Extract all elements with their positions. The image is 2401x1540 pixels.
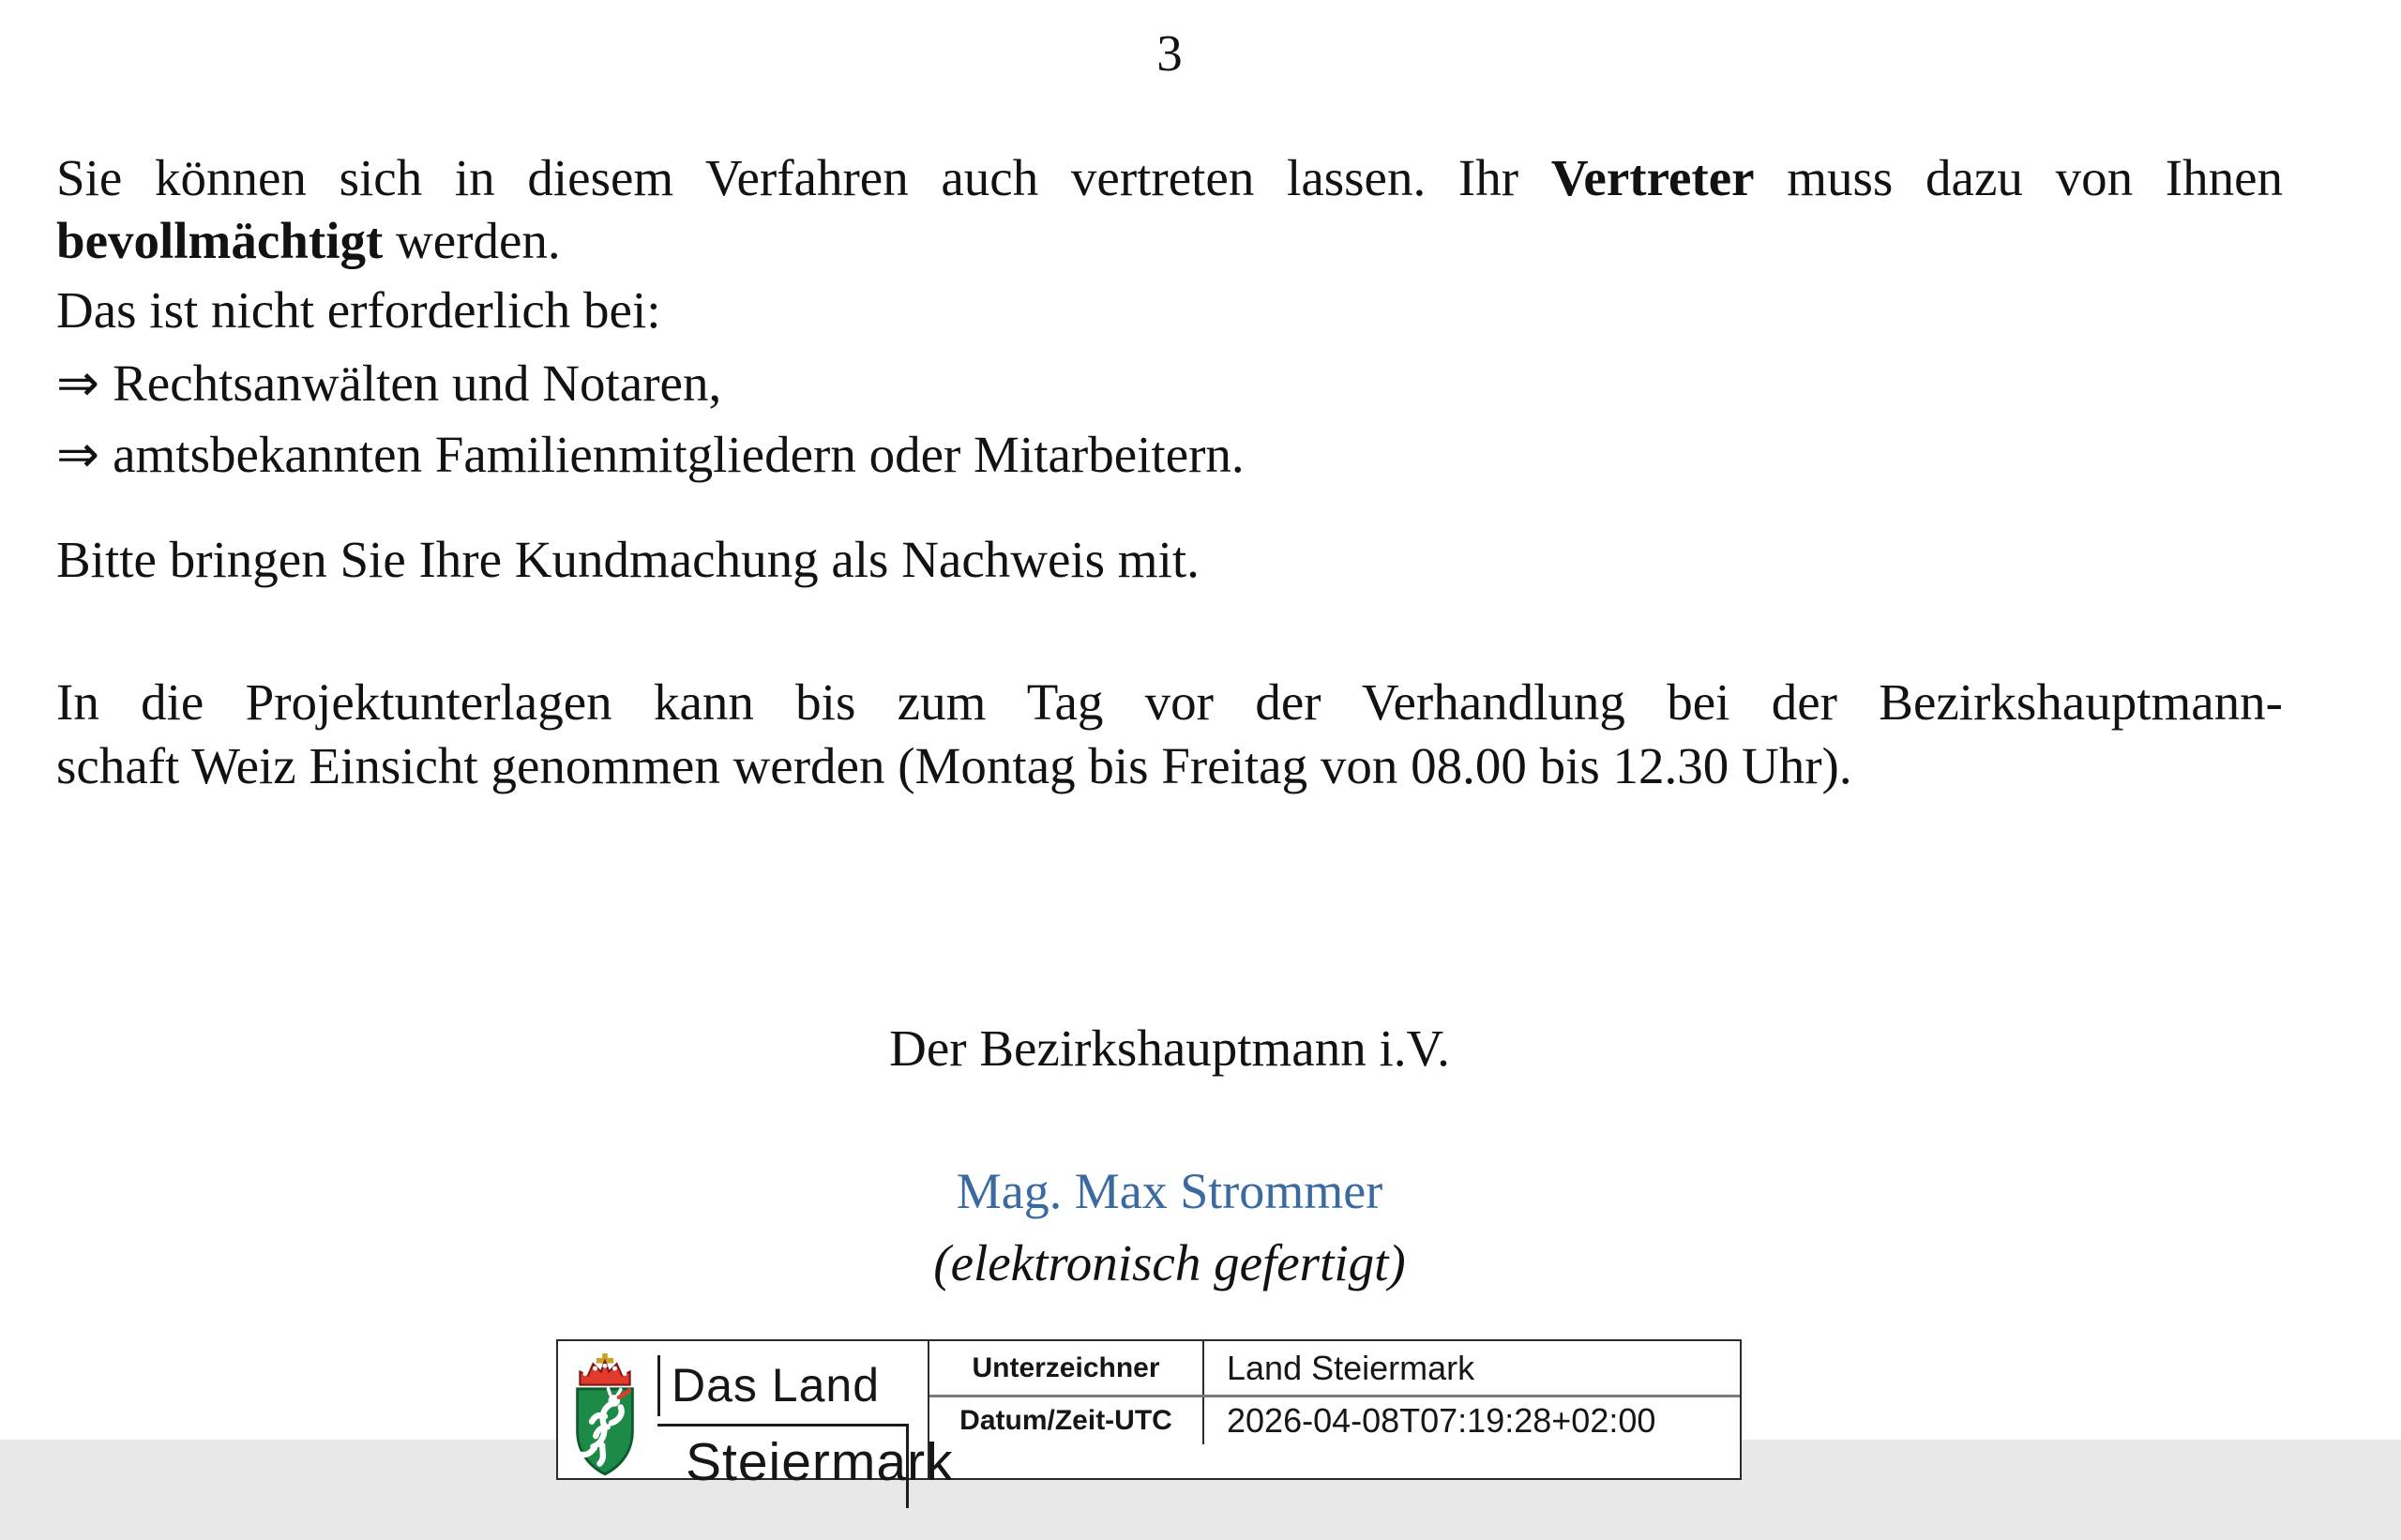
paragraph-vertretung-line1-pre: Sie können sich in diesem Verfahren auch vertreten lassen. Ihr [56,149,1551,206]
paragraph-vertretung-line1-post: muss dazu von Ihnen [1754,149,2284,206]
logo-rule-bottom [657,1424,909,1427]
paragraph-vertretung-line2-post: werden. [383,212,561,269]
signature-details-table [929,1341,1740,1478]
signature-role: Der Bezirkshauptmann i.V. [889,1019,1450,1077]
land-steiermark-wordmark [657,1352,954,1540]
double-arrow-icon: ⇒ [56,426,100,483]
steiermark-coat-of-arms-icon [566,1353,644,1485]
paragraph-vertretung-bold-vertreter: Vertreter [1550,149,1755,206]
bullet-familienmitglieder [56,423,2283,487]
double-arrow-icon: ⇒ [56,355,100,412]
unterzeichner-value: Land Steiermark [1227,1348,1475,1387]
table-row-unterzeichner [929,1341,1740,1395]
paragraph-vertretung-line2 [56,209,2283,273]
bullet-familienmitglieder-text: amtsbekannten Familienmitgliedern oder Mitarbeitern. [113,426,1245,483]
bullet-rechtsanwaelte-text: Rechtsanwälten und Notaren, [113,355,722,412]
logo-text-steiermark: Steiermark [686,1432,954,1492]
signature-name: Mag. Max Strommer [956,1163,1383,1219]
bullet-rechtsanwaelte [56,352,2283,415]
signature-stamp-block [556,1339,1742,1492]
page-number: 3 [1156,24,1183,82]
line-kundmachung: Bitte bringen Sie Ihre Kundmachung als Nachweis mit. [56,531,1200,588]
logo-text-das-land: Das Land [672,1359,881,1412]
unterzeichner-label: Unterzeichner [929,1341,1204,1395]
datum-zeit-label: Datum/Zeit-UTC [929,1397,1204,1444]
paragraph-einsicht-line2: schaft Weiz Einsicht genommen werden (Montag bis Freitag von 08.00 bis 12.30 Uhr). [56,737,1852,794]
logo-rule-left [657,1355,660,1416]
line-not-required: Das ist nicht erforderlich bei: [56,281,661,339]
table-row-datum-zeit [929,1395,1740,1444]
land-steiermark-logo [558,1341,954,1492]
paragraph-vertretung-line1 [56,146,2283,210]
datum-zeit-value: 2026-04-08T07:19:28+02:00 [1227,1401,1656,1440]
paragraph-einsicht-line1: In die Projektunterlagen kann bis zum Tag vor der Verhandlung bei der Bezirkshauptmann- [56,673,2283,731]
signature-electronic-note: (elektronisch gefertigt) [933,1234,1406,1291]
paragraph-vertretung-bold-bevollmaechtigt: bevollmächtigt [56,212,384,269]
